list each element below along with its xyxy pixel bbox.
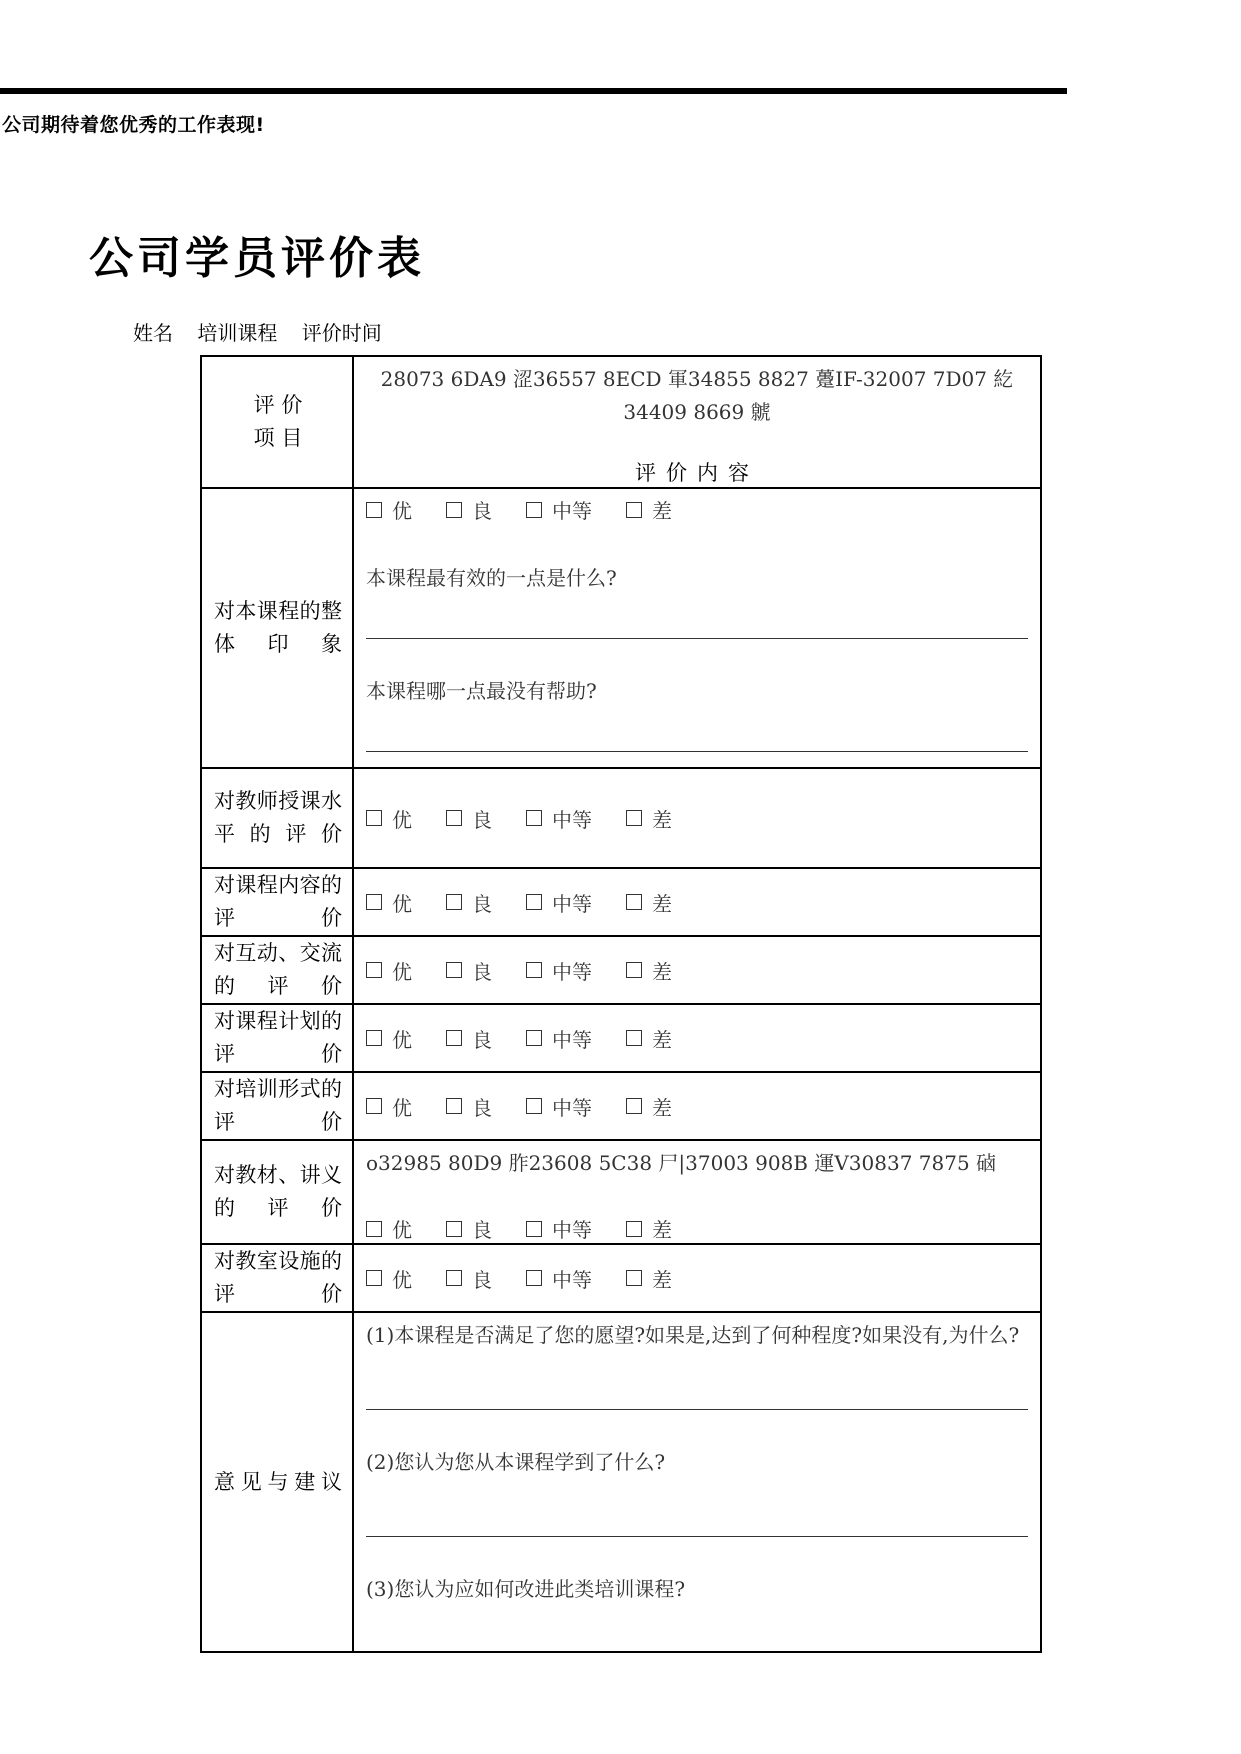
rating-option[interactable] (526, 1214, 592, 1243)
rating-option-label: 良 (472, 1218, 492, 1242)
rating-option-label: 中等 (552, 891, 592, 916)
slogan: 公司期待着您优秀的工作表现! (2, 114, 265, 136)
rating-option-label: 差 (652, 807, 672, 832)
header-content-label: 评价内容 (635, 461, 759, 485)
checkbox-icon[interactable] (446, 1030, 462, 1046)
row-content-materials (353, 1140, 1041, 1244)
checkbox-icon[interactable] (366, 1098, 382, 1114)
checkbox-icon[interactable] (446, 1098, 462, 1114)
checkbox-icon[interactable] (366, 894, 382, 910)
rating-option-label: 良 (472, 499, 492, 523)
rating-options (366, 888, 1028, 917)
checkbox-icon[interactable] (526, 810, 542, 826)
row-label-interaction: 对互动、交流的评价 (201, 936, 353, 1004)
checkbox-icon[interactable] (526, 962, 542, 978)
rating-option-label: 良 (472, 1267, 492, 1292)
rating-options (366, 804, 1028, 833)
header-code-text: 28073 6DA9 涩36557 8ECD 軍34855 8827 躉IF-32007 7D07 紇34409 8669 虩 (380, 367, 1014, 424)
checkbox-icon[interactable] (366, 1030, 382, 1046)
rating-option-label: 差 (652, 1218, 672, 1242)
row-content-content (353, 868, 1041, 936)
row-content-teacher (353, 768, 1041, 868)
checkbox-icon[interactable] (626, 1270, 642, 1286)
checkbox-icon[interactable] (446, 894, 462, 910)
row-content-interaction (353, 936, 1041, 1004)
checkbox-icon[interactable] (526, 1270, 542, 1286)
question-least-helpful: 本课程哪一点最没有帮助? (366, 679, 597, 703)
header-content-cell (353, 356, 1041, 488)
rating-options (366, 956, 1028, 985)
answer-line[interactable] (366, 750, 1028, 752)
checkbox-icon[interactable] (526, 1030, 542, 1046)
rating-option[interactable] (526, 1024, 592, 1053)
rating-option[interactable] (526, 1264, 592, 1293)
rating-option-label: 优 (392, 959, 412, 984)
row-suggestions (201, 1312, 1041, 1652)
question-most-effective: 本课程最有效的一点是什么? (366, 566, 617, 590)
checkbox-icon[interactable] (526, 894, 542, 910)
checkbox-icon[interactable] (366, 962, 382, 978)
row-label-facilities: 对教室设施的评价 (201, 1244, 353, 1312)
checkbox-icon[interactable] (366, 502, 382, 518)
rating-option-label: 优 (392, 1267, 412, 1292)
row-teacher (201, 768, 1041, 868)
rating-option-label: 中等 (552, 1027, 592, 1052)
rating-option-label: 优 (392, 1027, 412, 1052)
rating-option[interactable] (446, 1214, 492, 1243)
rating-option-label: 中等 (552, 959, 592, 984)
rating-option[interactable] (446, 1264, 492, 1293)
checkbox-icon[interactable] (446, 810, 462, 826)
answer-line[interactable] (366, 637, 1028, 639)
rating-option[interactable] (526, 1092, 592, 1121)
rating-option[interactable] (366, 804, 412, 833)
row-label-teacher: 对教师授课水平的评价 (201, 768, 353, 868)
table-header-row (201, 356, 1041, 488)
rating-option-label: 良 (472, 959, 492, 984)
rating-options (366, 1264, 1028, 1293)
rating-option[interactable] (446, 1092, 492, 1121)
rating-option[interactable] (366, 888, 412, 917)
rating-option-label: 优 (392, 1218, 412, 1242)
row-materials (201, 1140, 1041, 1244)
checkbox-icon[interactable] (626, 962, 642, 978)
rating-option[interactable] (526, 888, 592, 917)
rating-option[interactable] (626, 1024, 672, 1053)
checkbox-icon[interactable] (446, 1221, 462, 1237)
checkbox-icon[interactable] (526, 502, 542, 518)
rating-option[interactable] (446, 888, 492, 917)
row-facilities (201, 1244, 1041, 1312)
row-label-overall: 对本课程的整体印象 (201, 488, 353, 768)
rating-option-label: 差 (652, 959, 672, 984)
rating-option-label: 差 (652, 499, 672, 523)
row-content-facilities (353, 1244, 1041, 1312)
row-interaction (201, 936, 1041, 1004)
checkbox-icon[interactable] (526, 1221, 542, 1237)
rating-option[interactable] (626, 1264, 672, 1293)
row-label-content: 对课程内容的评价 (201, 868, 353, 936)
checkbox-icon[interactable] (366, 1221, 382, 1237)
row-format (201, 1072, 1041, 1140)
rating-option[interactable] (626, 804, 672, 833)
checkbox-icon[interactable] (446, 962, 462, 978)
meta-name: 姓名 (133, 321, 173, 345)
rating-option-label: 中等 (552, 499, 592, 523)
materials-code-text: o32985 80D9 胙23608 5C38 尸|37003 908B 運V30837 7875 硵 (366, 1151, 997, 1175)
row-label-plan: 对课程计划的评价 (201, 1004, 353, 1072)
row-content-plan (353, 1004, 1041, 1072)
suggestion-q2: (2)您认为您从本课程学到了什么? (366, 1450, 666, 1474)
checkbox-icon[interactable] (626, 810, 642, 826)
rating-option[interactable] (366, 1092, 412, 1121)
rating-option-label: 差 (652, 1027, 672, 1052)
rating-option-label: 良 (472, 891, 492, 916)
rating-option[interactable] (366, 1024, 412, 1053)
rating-option-label: 优 (392, 891, 412, 916)
checkbox-icon[interactable] (626, 894, 642, 910)
rating-option-label: 优 (392, 1095, 412, 1120)
rating-option[interactable] (526, 804, 592, 833)
rating-option-label: 中等 (552, 1095, 592, 1120)
rating-option-label: 中等 (552, 1218, 592, 1242)
rating-option-label: 差 (652, 1095, 672, 1120)
checkbox-icon[interactable] (526, 1098, 542, 1114)
rating-option-label: 中等 (552, 807, 592, 832)
checkbox-icon[interactable] (446, 502, 462, 518)
row-content-overall (353, 488, 1041, 768)
checkbox-icon[interactable] (366, 1270, 382, 1286)
suggestion-q3: (3)您认为应如何改进此类培训课程? (366, 1577, 686, 1601)
rating-option[interactable] (626, 956, 672, 985)
rating-option[interactable] (366, 495, 412, 524)
rating-option-label: 优 (392, 499, 412, 523)
page-title: 公司学员评价表 (89, 233, 425, 284)
evaluation-table (200, 355, 1042, 1653)
suggestion-q1: (1)本课程是否满足了您的愿望?如果是,达到了何种程度?如果没有,为什么? (366, 1323, 1020, 1347)
rating-option[interactable] (366, 956, 412, 985)
meta-time: 评价时间 (301, 321, 382, 345)
rating-options (366, 1092, 1028, 1121)
header-item-label: 评 价 项 目 (201, 356, 353, 488)
rating-options (366, 495, 1028, 524)
rating-option[interactable] (366, 1214, 412, 1243)
rating-option[interactable] (446, 804, 492, 833)
rating-options (366, 1214, 1028, 1243)
checkbox-icon[interactable] (626, 1098, 642, 1114)
rating-option[interactable] (526, 495, 592, 524)
row-content-suggestions (353, 1312, 1041, 1652)
rating-option[interactable] (626, 495, 672, 524)
checkbox-icon[interactable] (626, 1030, 642, 1046)
row-content (201, 868, 1041, 936)
rating-options (366, 1024, 1028, 1053)
answer-line[interactable] (366, 1535, 1028, 1537)
rating-option[interactable] (446, 1024, 492, 1053)
rating-option-label: 良 (472, 1027, 492, 1052)
rating-option[interactable] (526, 956, 592, 985)
row-label-materials: 对教材、讲义的评价 (201, 1140, 353, 1244)
form-meta (133, 317, 400, 346)
meta-course: 培训课程 (197, 321, 278, 345)
rating-option[interactable] (366, 1264, 412, 1293)
checkbox-icon[interactable] (626, 502, 642, 518)
row-label-format: 对培训形式的评价 (201, 1072, 353, 1140)
answer-line[interactable] (366, 1408, 1028, 1410)
rating-option[interactable] (446, 495, 492, 524)
rating-option[interactable] (446, 956, 492, 985)
top-rule (0, 88, 1067, 94)
rating-option-label: 差 (652, 1267, 672, 1292)
rating-option[interactable] (626, 1214, 672, 1243)
rating-option-label: 良 (472, 807, 492, 832)
rating-option-label: 中等 (552, 1267, 592, 1292)
checkbox-icon[interactable] (366, 810, 382, 826)
row-plan (201, 1004, 1041, 1072)
rating-option-label: 良 (472, 1095, 492, 1120)
rating-option-label: 优 (392, 807, 412, 832)
rating-option[interactable] (626, 1092, 672, 1121)
rating-option[interactable] (626, 888, 672, 917)
row-overall (201, 488, 1041, 768)
checkbox-icon[interactable] (626, 1221, 642, 1237)
row-content-format (353, 1072, 1041, 1140)
row-label-suggestions: 意见与建议 (201, 1312, 353, 1652)
rating-option-label: 差 (652, 891, 672, 916)
checkbox-icon[interactable] (446, 1270, 462, 1286)
